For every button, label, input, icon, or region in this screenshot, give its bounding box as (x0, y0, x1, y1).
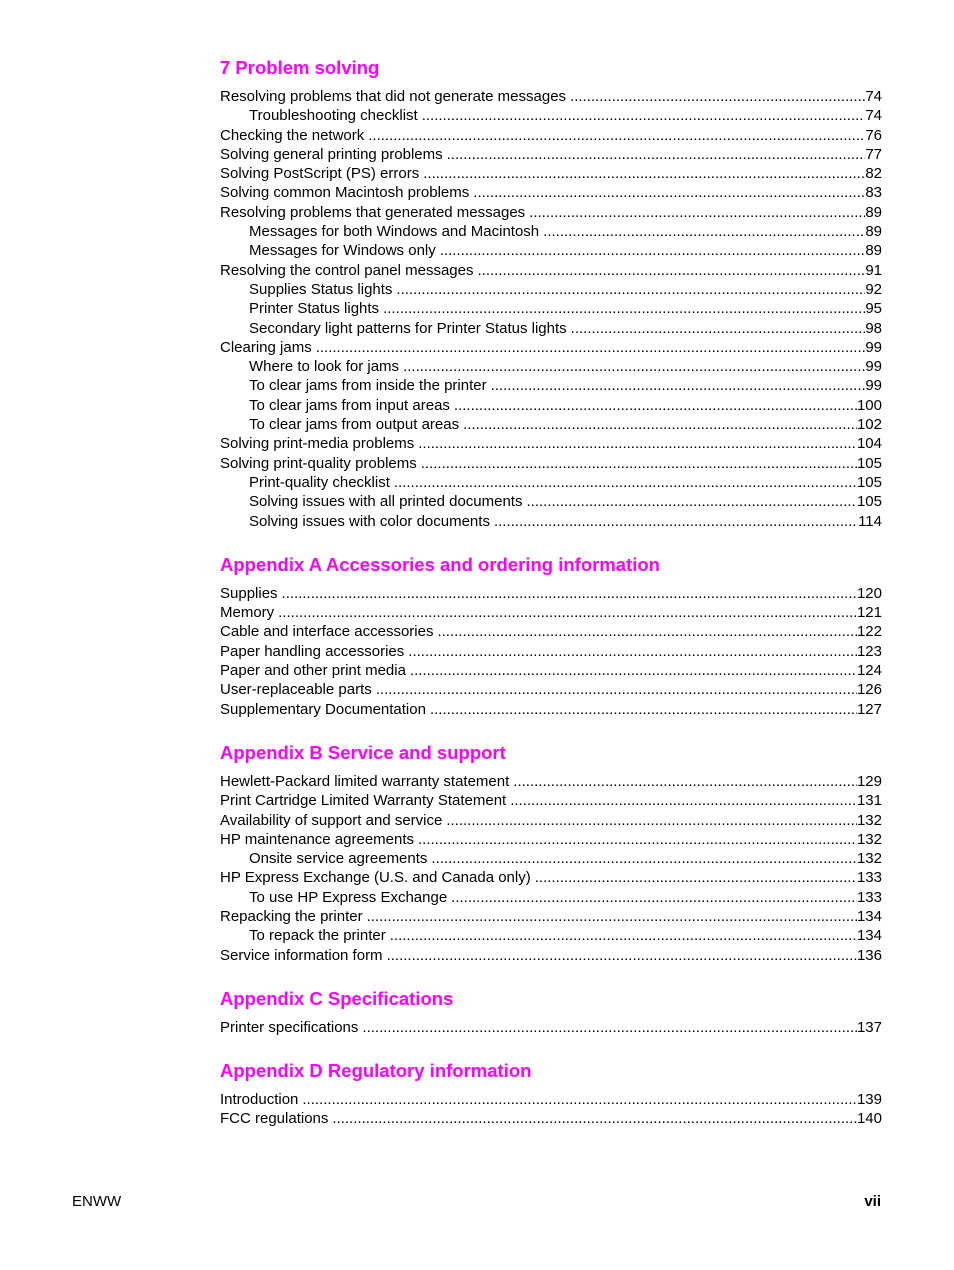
toc-entry[interactable] (220, 454, 882, 473)
toc-entry[interactable] (220, 492, 882, 511)
toc-entry-page-number: 92 (865, 280, 882, 298)
dot-leader (418, 434, 857, 453)
toc-entry-page-number: 105 (856, 493, 882, 511)
toc-entry[interactable] (220, 183, 882, 202)
toc-entry-title: HP Express Exchange (U.S. and Canada only) (220, 869, 531, 887)
toc-entry-title: Troubleshooting checklist (249, 107, 418, 125)
dot-leader (510, 791, 857, 810)
toc-entry-page-number: 129 (856, 772, 882, 790)
toc-entry-page-number: 132 (856, 850, 882, 868)
toc-entry[interactable] (220, 126, 882, 145)
dot-leader (513, 772, 857, 791)
toc-entry-page-number: 131 (856, 792, 882, 810)
toc-entry-page-number: 134 (856, 907, 882, 925)
footer-publication-code: ENWW (72, 1193, 122, 1210)
toc-entry-page-number: 89 (865, 223, 882, 241)
toc-entry[interactable] (220, 203, 882, 222)
dot-leader (367, 907, 857, 926)
toc-entry[interactable] (220, 868, 882, 887)
toc-entry-page-number: 83 (865, 184, 882, 202)
footer-page-number: vii (864, 1193, 881, 1210)
toc-entry[interactable] (220, 261, 882, 280)
toc-entry[interactable] (220, 622, 882, 641)
toc-entry-list (220, 1018, 882, 1037)
toc-entry[interactable] (220, 811, 882, 830)
toc-entry-title: Solving print-quality problems (220, 454, 417, 472)
toc-entry-page-number: 121 (856, 604, 882, 622)
toc-entry-page-number: 82 (865, 165, 882, 183)
section-heading: 7 Problem solving (220, 57, 380, 78)
toc-entry[interactable] (220, 888, 882, 907)
toc-entry-page-number: 89 (865, 203, 882, 221)
dot-leader (440, 241, 866, 260)
toc-entry-title: Paper and other print media (220, 662, 406, 680)
toc-entry-title: Memory (220, 604, 275, 622)
toc-entry-title: To clear jams from output areas (249, 416, 460, 434)
toc-entry-title: Print-quality checklist (249, 473, 390, 491)
toc-entry-title: User-replaceable parts (220, 681, 372, 699)
toc-entry-title: Where to look for jams (249, 358, 400, 376)
dot-leader (410, 661, 857, 680)
toc-entry-page-number: 120 (856, 584, 882, 602)
toc-entry[interactable] (220, 680, 882, 699)
toc-entry-page-number: 99 (865, 377, 882, 395)
toc-entry[interactable] (220, 1018, 882, 1037)
toc-entry-title: Availability of support and service (220, 811, 443, 829)
toc-entry[interactable] (220, 434, 882, 453)
toc-entry[interactable] (220, 299, 882, 318)
toc-entry-page-number: 139 (856, 1091, 882, 1109)
toc-entry-page-number: 133 (856, 869, 882, 887)
toc-entry-title: Secondary light patterns for Printer Status lights (249, 319, 567, 337)
toc-entry-title: Messages for Windows only (249, 242, 436, 260)
dot-leader (477, 261, 865, 280)
toc-entry-page-number: 137 (856, 1018, 882, 1036)
dot-leader (422, 106, 866, 125)
dot-leader (376, 680, 857, 699)
toc-entry-page-number: 124 (856, 662, 882, 680)
dot-leader (278, 603, 857, 622)
toc-entry-title: Solving issues with color documents (249, 512, 490, 530)
dot-leader (570, 87, 865, 106)
toc-entry[interactable] (220, 512, 882, 531)
dot-leader (446, 811, 857, 830)
toc-entry-title: Hewlett-Packard limited warranty statement (220, 772, 510, 790)
dot-leader (396, 280, 865, 299)
toc-entry-title: To clear jams from inside the printer (249, 377, 487, 395)
toc-entry-page-number: 100 (856, 396, 882, 414)
toc-entry-title: To repack the printer (249, 927, 386, 945)
toc-entry-title: Paper handling accessories (220, 642, 405, 660)
toc-entry-title: Service information form (220, 946, 383, 964)
toc-entry[interactable] (220, 926, 882, 945)
toc-entry-page-number: 104 (856, 435, 882, 453)
toc-entry-page-number: 74 (865, 107, 882, 125)
toc-entry-page-number: 105 (856, 473, 882, 491)
dot-leader (463, 415, 857, 434)
toc-entry-page-number: 132 (856, 830, 882, 848)
toc-entry[interactable] (220, 415, 882, 434)
toc-entry-title: Resolving problems that generated messages (220, 203, 526, 221)
toc-entry-title: Solving print-media problems (220, 435, 415, 453)
toc-entry-page-number: 76 (865, 126, 882, 144)
toc-entry[interactable] (220, 907, 882, 926)
dot-leader (362, 1018, 857, 1037)
toc-entry[interactable] (220, 280, 882, 299)
toc-entry[interactable] (220, 1109, 882, 1128)
section-heading: Appendix D Regulatory information (220, 1060, 532, 1082)
toc-entry-page-number: 105 (856, 454, 882, 472)
toc-entry-page-number: 89 (865, 242, 882, 260)
dot-leader (302, 1090, 857, 1109)
dot-leader (418, 830, 857, 849)
toc-entry[interactable] (220, 830, 882, 849)
dot-leader (316, 338, 866, 357)
toc-entry[interactable] (220, 700, 882, 719)
toc-entry[interactable] (220, 357, 882, 376)
toc-entry-title: Resolving problems that did not generate messages (220, 88, 567, 105)
toc-entry[interactable] (220, 1090, 882, 1109)
toc-entry-page-number: 95 (865, 300, 882, 318)
dot-leader (387, 946, 857, 965)
dot-leader (491, 376, 866, 395)
toc-entry-title: Solving general printing problems (220, 145, 443, 163)
toc-entry[interactable] (220, 642, 882, 661)
toc-entry-title: Resolving the control panel messages (220, 261, 474, 279)
toc-entry-title: Supplementary Documentation (220, 700, 426, 718)
toc-entry-title: Introduction (220, 1091, 299, 1109)
toc-entry[interactable] (220, 661, 882, 680)
dot-leader (494, 512, 858, 531)
dot-leader (332, 1109, 857, 1128)
toc-entry[interactable] (220, 145, 882, 164)
toc-entry-page-number: 136 (856, 946, 882, 964)
toc-entry-title: Printer specifications (220, 1018, 359, 1036)
toc-entry[interactable] (220, 946, 882, 965)
toc-entry-title: Clearing jams (220, 338, 312, 356)
toc-entry-list (220, 772, 882, 965)
toc-entry[interactable] (220, 164, 882, 183)
dot-leader (454, 396, 857, 415)
dot-leader (383, 299, 865, 318)
toc-entry-page-number: 123 (856, 642, 882, 660)
toc-entry-page-number: 140 (856, 1110, 882, 1128)
toc-entry[interactable] (220, 319, 882, 338)
toc-entry-title: Printer Status lights (249, 300, 380, 318)
toc-entry[interactable] (220, 222, 882, 241)
section-heading: Appendix C Specifications (220, 987, 454, 1009)
toc-entry-title: Solving issues with all printed documents (249, 493, 523, 511)
toc-entry-page-number: 133 (856, 888, 882, 906)
toc-entry-list (220, 1090, 882, 1129)
dot-leader (403, 357, 865, 376)
table-of-contents (220, 56, 882, 1151)
toc-entry-title: Supplies (220, 584, 278, 602)
dot-leader (526, 492, 856, 511)
toc-entry-title: Solving PostScript (PS) errors (220, 165, 420, 183)
toc-entry-page-number: 114 (858, 512, 882, 530)
dot-leader (437, 622, 857, 641)
toc-entry-page-number: 98 (865, 319, 882, 337)
section-heading: Appendix A Accessories and ordering information (220, 553, 660, 575)
toc-entry-title: Messages for both Windows and Macintosh (249, 223, 540, 241)
toc-entry-title: Supplies Status lights (249, 280, 393, 298)
toc-entry[interactable] (220, 603, 882, 622)
dot-leader (473, 183, 865, 202)
toc-entry-page-number: 127 (856, 700, 882, 718)
dot-leader (390, 926, 857, 945)
toc-entry[interactable] (220, 584, 882, 603)
toc-entry-list (220, 584, 882, 719)
dot-leader (394, 473, 857, 492)
dot-leader (451, 888, 857, 907)
toc-entry[interactable] (220, 849, 882, 868)
dot-leader (421, 454, 857, 473)
dot-leader (423, 164, 865, 183)
toc-entry-title: To clear jams from input areas (249, 396, 450, 414)
toc-entry[interactable] (220, 338, 882, 357)
toc-entry[interactable] (220, 473, 882, 492)
toc-entry-page-number: 99 (865, 338, 882, 356)
toc-entry-list (220, 87, 882, 531)
toc-entry[interactable] (220, 396, 882, 415)
dot-leader (447, 145, 866, 164)
toc-entry-title: Checking the network (220, 126, 365, 144)
toc-entry-title: Onsite service agreements (249, 850, 428, 868)
toc-entry[interactable] (220, 791, 882, 810)
toc-entry-page-number: 77 (865, 145, 882, 163)
toc-entry-title: Print Cartridge Limited Warranty Statement (220, 792, 507, 810)
toc-entry-title: Solving common Macintosh problems (220, 184, 470, 202)
dot-leader (543, 222, 865, 241)
toc-entry-page-number: 74 (865, 88, 882, 105)
dot-leader (368, 126, 865, 145)
toc-entry-page-number: 134 (856, 927, 882, 945)
toc-entry[interactable] (220, 87, 882, 106)
dot-leader (408, 642, 857, 661)
dot-leader (282, 584, 857, 603)
toc-entry[interactable] (220, 376, 882, 395)
dot-leader (535, 868, 857, 887)
toc-entry-title: Cable and interface accessories (220, 623, 434, 641)
toc-entry-page-number: 99 (865, 358, 882, 376)
dot-leader (431, 849, 857, 868)
dot-leader (430, 700, 857, 719)
toc-entry[interactable] (220, 106, 882, 125)
dot-leader (529, 203, 865, 222)
toc-entry-page-number: 126 (856, 681, 882, 699)
section-heading: Appendix B Service and support (220, 741, 506, 763)
toc-entry-page-number: 122 (856, 623, 882, 641)
toc-entry-page-number: 91 (865, 261, 882, 279)
toc-entry-page-number: 102 (856, 416, 882, 434)
toc-entry-page-number: 132 (856, 811, 882, 829)
toc-entry-title: Repacking the printer (220, 907, 363, 925)
toc-entry[interactable] (220, 241, 882, 260)
toc-entry-title: To use HP Express Exchange (249, 888, 448, 906)
toc-entry[interactable] (220, 772, 882, 791)
toc-entry-title: FCC regulations (220, 1110, 329, 1128)
dot-leader (571, 319, 866, 338)
toc-entry-title: HP maintenance agreements (220, 830, 415, 848)
